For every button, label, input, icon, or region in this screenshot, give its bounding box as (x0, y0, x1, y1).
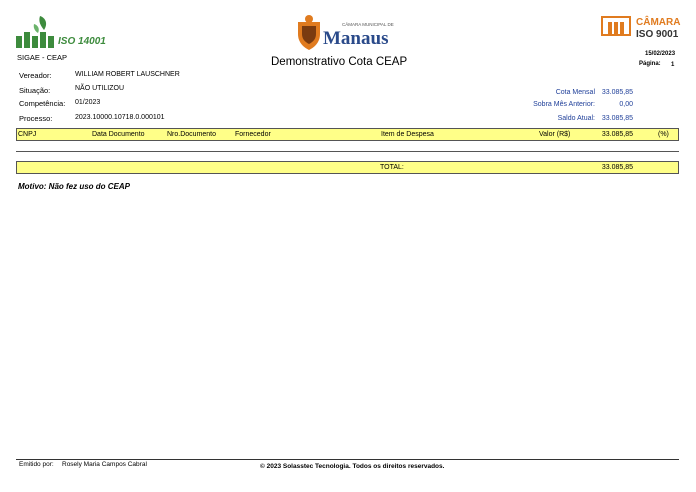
page-label: Página: (639, 61, 661, 67)
competencia-label: Competência: (19, 99, 66, 108)
vereador-label: Vereador: (19, 71, 52, 80)
motivo-text: Motivo: Não fez uso do CEAP (18, 182, 130, 191)
total-label: TOTAL: (380, 164, 404, 171)
total-row (16, 161, 679, 174)
svg-text:ISO 14001: ISO 14001 (58, 36, 106, 47)
page-title: Demonstrativo Cota CEAP (271, 56, 408, 68)
total-value: 33.085,85 (601, 164, 633, 171)
col-item-despesa: Item de Despesa (381, 131, 434, 138)
emitido-label: Emitido por: (19, 461, 54, 468)
col-valor-total: 33.085,85 (601, 131, 633, 138)
col-percent: (%) (658, 131, 669, 138)
svg-text:CÂMARA: CÂMARA (636, 17, 681, 28)
svg-text:Manaus: Manaus (323, 28, 389, 49)
emitido-por: Rosely Maria Campos Cabral (62, 461, 147, 468)
competencia-value: 01/2023 (75, 99, 101, 106)
page-number: 1 (671, 62, 675, 68)
copyright: © 2023 Solasstec Tecnologia. Todos os direitos reservados. (260, 463, 445, 470)
saldo-atual-value: 33.085,85 (601, 115, 633, 122)
col-nro-documento: Nro.Documento (167, 131, 217, 138)
sobra-mes-value: 0,00 (619, 101, 633, 108)
table-separator (16, 151, 679, 152)
processo-label: Processo: (19, 114, 53, 123)
footer-line (16, 459, 679, 460)
camara-manaus-logo (296, 14, 396, 52)
col-cnpj: CNPJ (18, 131, 37, 138)
saldo-atual-label: Saldo Atual: (557, 115, 595, 122)
col-fornecedor: Fornecedor (235, 131, 271, 138)
cota-mensal-label: Cota Mensal (555, 89, 595, 96)
situacao-label: Situação: (19, 86, 51, 95)
cota-mensal-value: 33.085,85 (601, 89, 633, 96)
system-name: SIGAE - CEAP (17, 53, 68, 62)
svg-text:ISO 9001: ISO 9001 (636, 29, 679, 39)
col-data-documento: Data Documento (92, 131, 145, 138)
processo-value: 2023.10000.10718.0.000101 (75, 114, 165, 121)
svg-text:CÂMARA MUNICIPAL DE: CÂMARA MUNICIPAL DE (342, 22, 394, 27)
iso14001-logo (14, 14, 116, 50)
vereador-value: WILLIAM ROBERT LAUSCHNER (75, 71, 180, 78)
report-date: 15/02/2023 (645, 51, 676, 57)
iso9001-logo (600, 13, 692, 39)
col-valor: Valor (R$) (539, 131, 571, 138)
sobra-mes-label: Sobra Mês Anterior: (533, 101, 595, 108)
situacao-value: NÃO UTILIZOU (75, 85, 125, 92)
